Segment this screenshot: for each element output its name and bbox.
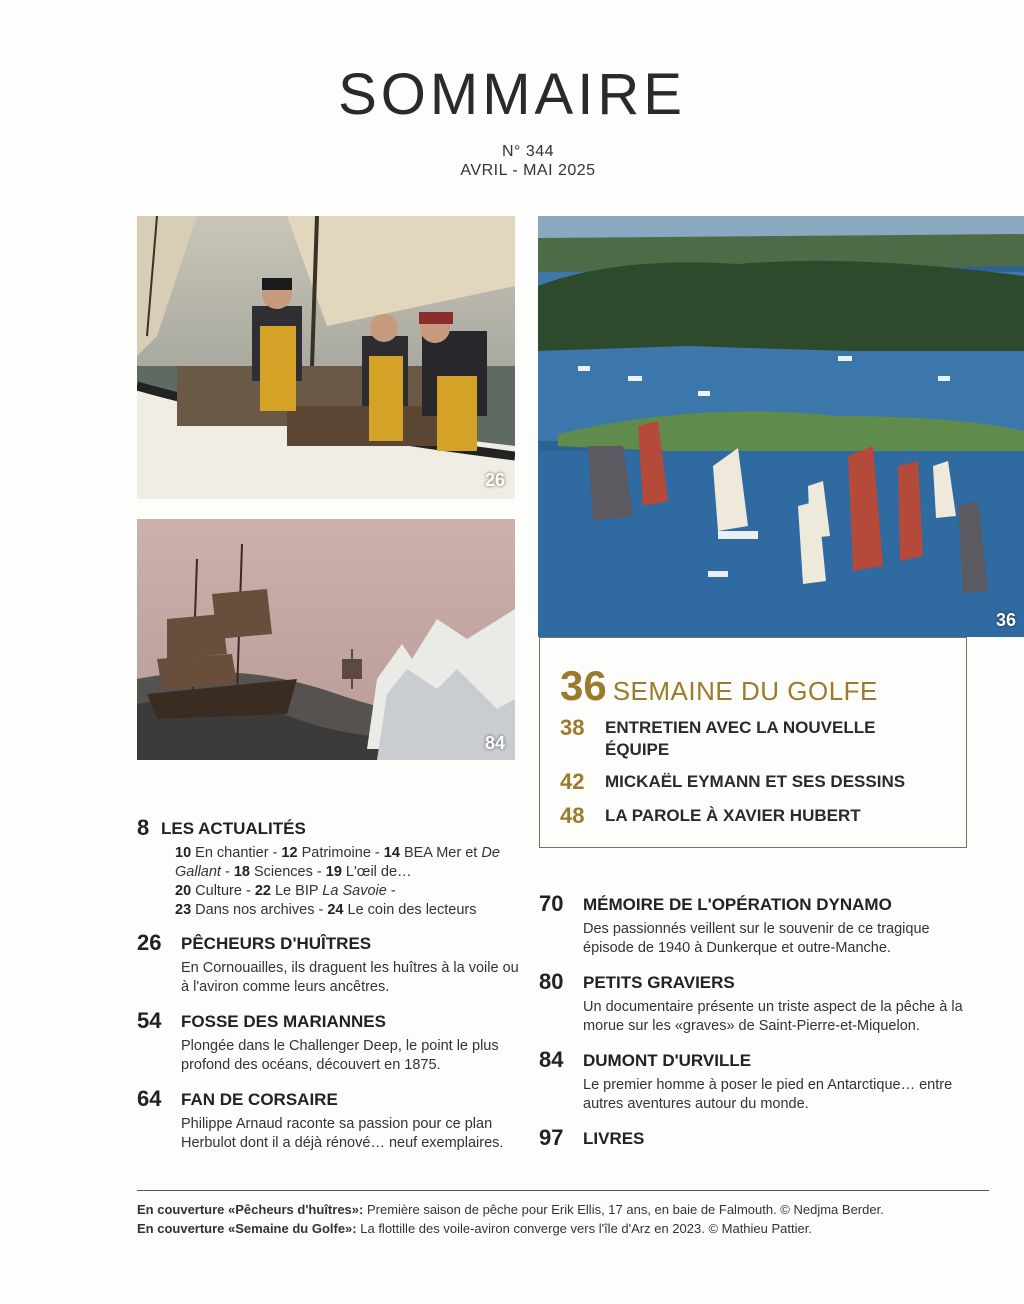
- entry-description: Philippe Arnaud raconte sa passion pour ce plan Herbulot dont il a déjà rénové… neuf exemplaires.: [181, 1116, 504, 1151]
- item-label: Le BIP: [274, 883, 319, 899]
- sub-page-number: 42: [560, 769, 585, 794]
- entry-heading: LES ACTUALITÉS: [161, 819, 306, 838]
- toc-entry-actualites[interactable]: [137, 815, 527, 925]
- entry-heading: MÉMOIRE DE L'OPÉRATION DYNAMO: [583, 895, 892, 914]
- item-number: 24: [327, 902, 344, 918]
- item-label: Dans nos archives: [195, 902, 315, 918]
- item-number: 12: [281, 845, 298, 861]
- featured-sub-entry[interactable]: [560, 715, 950, 761]
- entry-description: Des passionnés veillent sur le souvenir de ce tragique épisode de 1940 à Dunkerque et outre-Manche.: [583, 921, 930, 956]
- item-label: Sciences: [254, 864, 313, 880]
- toc-entry-fosse[interactable]: [137, 1008, 527, 1078]
- credit-label: En couverture «Semaine du Golfe»:: [137, 1221, 357, 1236]
- photo-page-number: 36: [995, 610, 1016, 630]
- entry-page-number: 80: [539, 969, 564, 994]
- issue-number: N° 344: [501, 143, 555, 160]
- oyster-fishermen-photo[interactable]: [137, 216, 515, 499]
- item-label: Culture: [195, 883, 242, 899]
- footer-divider: [137, 1190, 989, 1191]
- credit-text: La flottille des voile-aviron converge vers l'île d'Arz en 2023. © Mathieu Pattier.: [360, 1221, 812, 1236]
- featured-box: [539, 637, 967, 848]
- toc-entry-dynamo[interactable]: [539, 891, 979, 961]
- item-number: 23: [175, 902, 192, 918]
- issue-date: AVRIL - MAI 2025: [460, 162, 596, 179]
- item-label: Patrimoine: [301, 845, 371, 861]
- item-label: En chantier: [195, 845, 269, 861]
- entry-heading: FAN DE CORSAIRE: [181, 1090, 338, 1109]
- entry-heading: PETITS GRAVIERS: [583, 973, 735, 992]
- entry-description: Le premier homme à poser le pied en Antarctique… entre autres aventures autour du monde.: [583, 1077, 953, 1112]
- entry-description: Plongée dans le Challenger Deep, le point le plus profond des océans, découvert en 1875.: [181, 1038, 499, 1073]
- sub-page-number: 48: [560, 803, 585, 828]
- actualites-list: 10 En chantier - 12 Patrimoine - 14 BEA Mer et De Gallant - 18 Sciences - 19 L'œil de… 20 Culture - 22 Le BIP La Savoie - 23 Dans nos archives - 24 Le coin des lecteurs: [175, 845, 500, 918]
- sub-heading: MICKAËL EYMANN ET SES DESSINS: [605, 772, 906, 791]
- entry-page-number: 26: [137, 930, 162, 955]
- toc-entry-corsaire[interactable]: [137, 1086, 527, 1156]
- entry-page-number: 97: [539, 1125, 564, 1150]
- photo-page-number: 26: [484, 470, 505, 490]
- cover-credit-1: [137, 1202, 884, 1217]
- credit-label: En couverture «Pêcheurs d'huîtres»:: [137, 1202, 364, 1217]
- entry-description: En Cornouailles, ils draguent les huîtres à la voile ou à l'aviron comme leurs ancêtres.: [181, 960, 519, 995]
- entry-heading: DUMONT D'URVILLE: [583, 1051, 752, 1070]
- item-number: 19: [325, 864, 342, 880]
- entry-page-number: 70: [539, 891, 564, 916]
- item-label: BEA Mer et: [403, 845, 478, 861]
- featured-page-number: 36: [560, 662, 607, 709]
- entry-description: Un documentaire présente un triste aspect de la pêche à la morue sur les «graves» de Saint-Pierre-et-Miquelon.: [583, 999, 963, 1034]
- cover-credit-2: [137, 1221, 812, 1236]
- entry-heading: FOSSE DES MARIANNES: [181, 1012, 386, 1031]
- toc-entry-livres[interactable]: [539, 1125, 979, 1155]
- entry-page-number: 8: [137, 815, 150, 840]
- item-label: L'œil de…: [345, 864, 412, 880]
- entry-heading: LIVRES: [583, 1129, 645, 1148]
- ships-in-ice-painting[interactable]: [137, 519, 515, 760]
- item-number: 20: [175, 883, 192, 899]
- issue-info: [0, 142, 1024, 180]
- toc-entry-urville[interactable]: [539, 1047, 979, 1117]
- featured-sub-entry[interactable]: [560, 769, 950, 793]
- featured-heading: SEMAINE DU GOLFE: [612, 676, 878, 706]
- item-number: 18: [233, 864, 250, 880]
- entry-page-number: 84: [539, 1047, 564, 1072]
- credit-text: Première saison de pêche pour Erik Ellis, 17 ans, en baie de Falmouth. © Nedjma Berder.: [366, 1202, 884, 1217]
- featured-sub-entry[interactable]: [560, 803, 950, 827]
- sailboats-gulf-photo[interactable]: [538, 216, 1024, 637]
- toc-entry-pecheurs[interactable]: [137, 930, 527, 1000]
- item-label: La Savoie: [322, 883, 387, 899]
- photo-page-number: 84: [484, 733, 505, 753]
- item-label: Le coin des lecteurs: [347, 902, 477, 918]
- sub-page-number: 38: [560, 715, 585, 740]
- entry-page-number: 54: [137, 1008, 162, 1033]
- sub-heading: LA PAROLE À XAVIER HUBERT: [605, 806, 861, 825]
- page-title: SOMMAIRE: [338, 62, 686, 127]
- item-number: 14: [383, 845, 400, 861]
- featured-main-entry[interactable]: [560, 662, 878, 710]
- item-number: 10: [175, 845, 192, 861]
- item-number: 22: [254, 883, 271, 899]
- entry-page-number: 64: [137, 1086, 162, 1111]
- item-label: De Gallant: [175, 845, 500, 880]
- toc-entry-graviers[interactable]: [539, 969, 989, 1039]
- entry-heading: PÊCHEURS D'HUÎTRES: [181, 934, 372, 953]
- sub-heading: ENTRETIEN AVEC LA NOUVELLE ÉQUIPE: [605, 718, 876, 759]
